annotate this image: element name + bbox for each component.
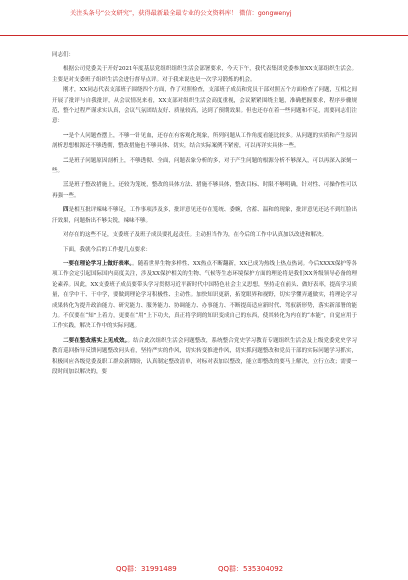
footer	[0, 564, 408, 576]
issue-paragraph	[52, 205, 357, 226]
issue-paragraph	[52, 180, 357, 201]
requirement-text: 。结合此次组织生活会问题整改，系统整合党史学习教育专题组织生活会及上级党委党史学习教育巡回指导反馈问题整改问头看，坚持严实的作风，切实转变推进作风，切实抓问题整改和党员干部的实际问题学习抓实，积极回应各级党委及职工群众新期盼，认真制定整改清单，对标对表加以整改，能立即整改的要马上解决，立行立改；需要一段时间加以解决的，要	[52, 337, 357, 375]
paragraph: 根据公司党委关于开好2021年度基层党组织组织生活会部署要求，今天下午，我代表集团党委参加XX支部组织生活会。主要是对支委班子组织生活会进行督导点评。对于我来说也是一次学习锻炼的机会。	[52, 66, 357, 83]
requirement-heading: 一要在理论学习上做好表率。	[63, 260, 133, 267]
requirement-paragraph	[52, 259, 357, 332]
issue-label: 一	[63, 132, 69, 139]
issue-paragraph	[52, 131, 357, 152]
requirement-paragraph	[52, 336, 357, 378]
qq-group-1: QQ群：31991489	[116, 565, 177, 573]
paragraph: 刚才，XX同志代表支部班子围绕四个方面，作了对照检查，支部班子成员和党员干部对照五个方面检查了问题，互相之间开展了批评与自我批评，从会议情况来看，XX支部对组织生活会高度重视，会议紧紧围绕主题，准确把握要求，程序步骤规范，整个过程严谨求实认真，会议气氛团结友好、质量较高，达到了预期效果。但也还存在着一些问题和不足，需要同志们注意：	[52, 87, 357, 125]
issue-label: 二	[63, 157, 69, 164]
salutation: 同志们：	[52, 52, 75, 58]
requirement-text: 。随着世界生物多样性、XX热点不断翻新，XX已成为热线上热点热词。今后XXXX保护等各项工作会定引起国际国内高度关注，涉及XX保护相关的生物、气候等生态环境保护方面的理论将是我们XX务级领导必备的理论素养。因此，XX支委班子成员要带头学习贯彻习近平新时代中国特色社会主义思想，坚持走在前头、做好表率，提高学习质量，在学中干、干中学，要做到理论学习积极性、主动性。加快知识更新，拓宽眼界和视野，切实学懂弄通做实，将理论学习成果转化为提升政治能力、研究能力、服务能力、协调能力、办事能力、不断提高适应新时代、驾驭新形势，落实新部署的能力。不仅要在“知”上着力，更要在“用”上下功夫，真正将学到的知识变成自己的东西，使其转化为内在的“本能”，自觉应用于工作实践，解决工作中的实际问题。	[52, 260, 357, 330]
issue-text: 是个人问题查摆上，不够一针见血，还存在有客观化现象，所列问题从工作角度看能比较多。从问题的实质和产生原因剖析思想根源还不够透彻，整改措施也不够具体、切实，结合实际案例不紧密，可以再详实具体一些。	[52, 132, 357, 150]
banner-text: 关注头条号“公文研究”，获得最新最全最专业的公文资料库！ 微信：gongwenyj	[70, 10, 292, 17]
qq-group-2: QQ群：535304092	[218, 565, 284, 573]
issue-paragraph	[52, 156, 357, 177]
issue-text: 是班子问题原因剖析上，不够透彻、全面，问题表象分析的多，对于产生问题的根源分析不够深入，可以再深入深刻一些。	[52, 157, 357, 175]
issue-text: 是班子整改措施上，还较为笼统，整改的具体方法、措施不够具体，整改目标、时限不够明确，针对性、可操作性可以再强一些。	[52, 182, 357, 199]
header-banner	[0, 5, 408, 36]
paragraph: 下面，我就今后的工作提几点要求：	[63, 246, 152, 253]
requirement-heading: 二要在整改落实上见成效。	[63, 337, 128, 344]
issue-label: 四	[63, 207, 69, 214]
paragraph: 对存在的这些不足，支委班子及班子成员要扎起责任。主动担当作为，在今后的工作中认真加以改进和解决。	[63, 232, 328, 239]
issue-text: 是相互批评辣味不够足，工作事项涉及多，批评意见还存在笼统、委婉，含蓄、温和的现象，批评意见还达不到红脸出汗效果，问题指出不够尖锐，辣味不够。	[52, 207, 357, 224]
issue-label: 三	[63, 182, 69, 189]
document-body	[52, 50, 357, 377]
